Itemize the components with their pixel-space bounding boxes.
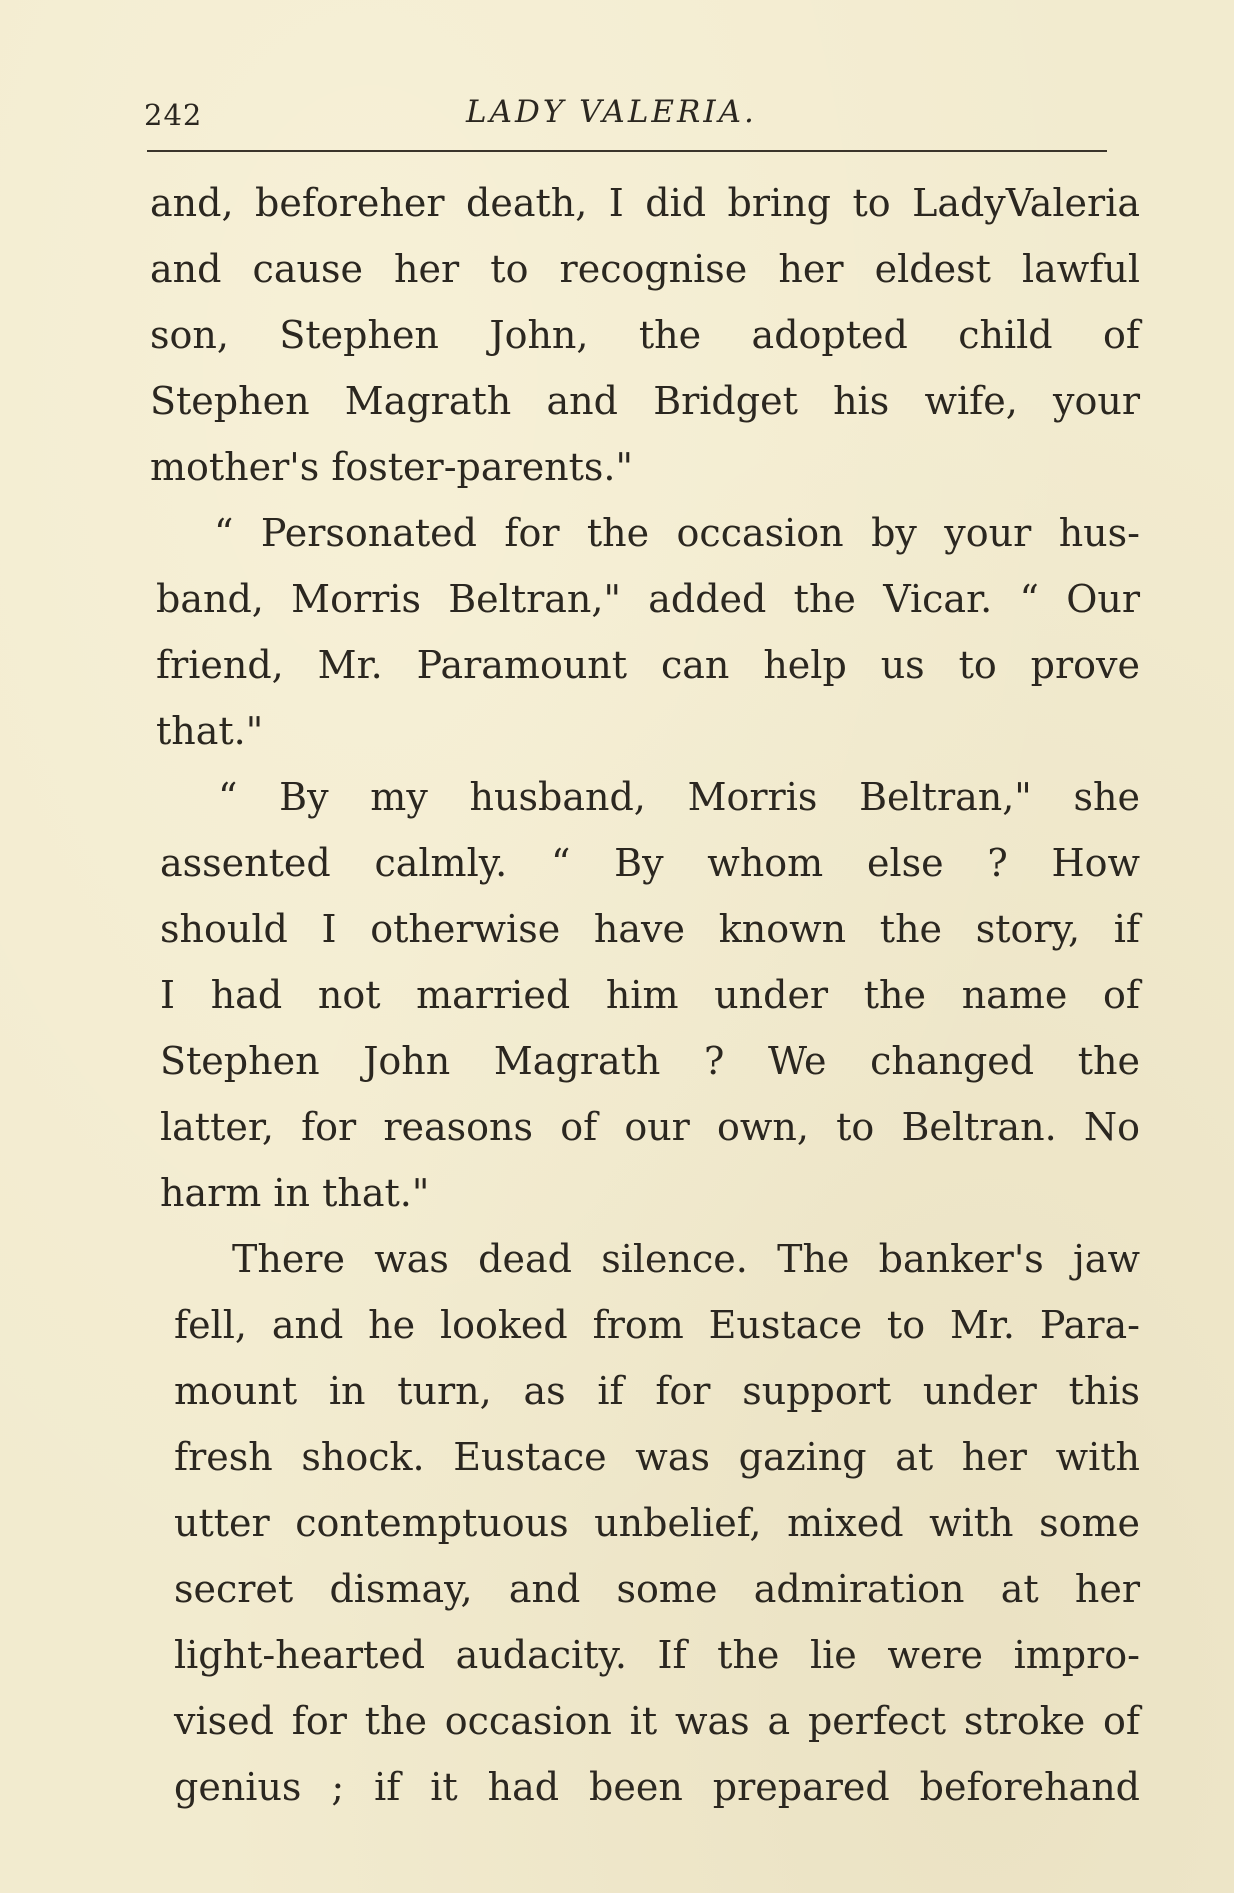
text-line: should I otherwise have known the story, if (160, 907, 1140, 951)
text-line: that." (156, 709, 264, 753)
page-number: 242 (144, 98, 203, 132)
text-line: There was dead silence. The banker's jaw (232, 1237, 1140, 1281)
text-line: and cause her to recognise her eldest lawful (150, 247, 1140, 291)
text-line: light-hearted audacity. If the lie were impro- (174, 1633, 1140, 1677)
paragraph-4 (174, 1226, 1140, 1820)
text-line: “ Personated for the occasion by your hus- (214, 511, 1140, 555)
text-line: utter contemptuous unbelief, mixed with some (174, 1501, 1140, 1545)
text-line: harm in that." (160, 1171, 430, 1215)
text-line: friend, Mr. Paramount can help us to prove (156, 643, 1140, 687)
text-line: Stephen Magrath and Bridget his wife, your (150, 379, 1140, 423)
text-line: assented calmly. “ By whom else ? How (160, 841, 1140, 885)
text-line: latter, for reasons of our own, to Beltran. No (160, 1105, 1140, 1149)
text-line: mount in turn, as if for support under this (174, 1369, 1140, 1413)
running-title: LADY VALERIA. (466, 94, 757, 130)
header-rule (147, 150, 1107, 152)
text-line: vised for the occasion it was a perfect stroke of (174, 1699, 1140, 1743)
paragraph-1 (150, 170, 1140, 500)
text-line: and, beforeher death, I did bring to LadyValeria (150, 181, 1140, 225)
running-head (144, 88, 1114, 138)
text-line: fell, and he looked from Eustace to Mr. Para- (174, 1303, 1140, 1347)
body-text (150, 170, 1140, 1820)
text-line: band, Morris Beltran," added the Vicar. “ Our (156, 577, 1140, 621)
text-line: I had not married him under the name of (160, 973, 1140, 1017)
text-line: son, Stephen John, the adopted child of (150, 313, 1140, 357)
text-line: mother's foster-parents." (150, 445, 633, 489)
text-line: “ By my husband, Morris Beltran," she (218, 775, 1140, 819)
text-line: secret dismay, and some admiration at her (174, 1567, 1140, 1611)
paragraph-2 (156, 500, 1140, 764)
text-line: genius ; if it had been prepared beforehand (174, 1765, 1140, 1809)
paragraph-3 (160, 764, 1140, 1226)
text-line: Stephen John Magrath ? We changed the (160, 1039, 1140, 1083)
text-line: fresh shock. Eustace was gazing at her with (174, 1435, 1140, 1479)
